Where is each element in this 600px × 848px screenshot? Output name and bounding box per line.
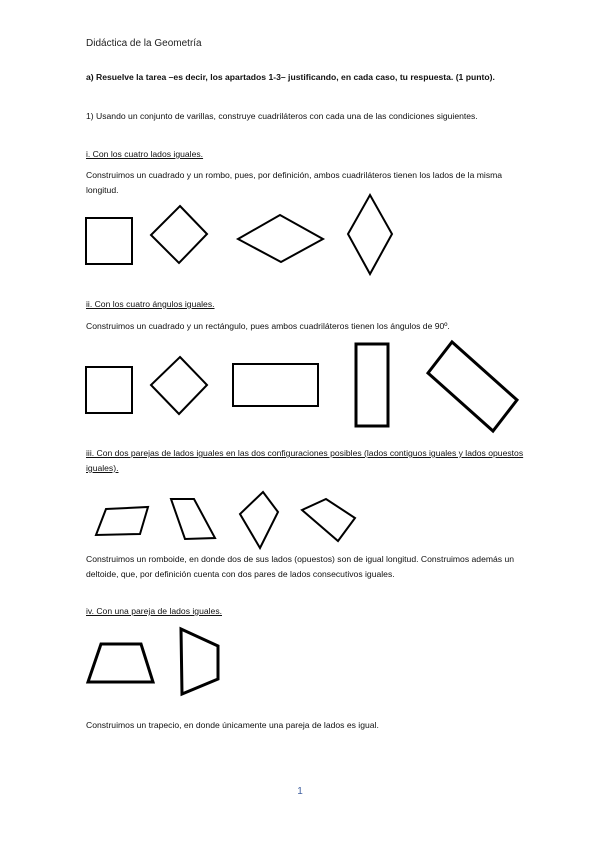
parallelogram-shape — [96, 507, 148, 535]
rhombus-shape — [151, 206, 207, 263]
square-shape — [86, 367, 132, 413]
rectangle-shape — [233, 364, 318, 406]
slanted-parallelogram-shape — [171, 499, 215, 539]
section-2-title: ii. Con los cuatro ángulos iguales. — [86, 299, 215, 309]
intro-text: 1) Usando un conjunto de varillas, construye cuadriláteros con cada una de las condiciones siguientes. — [86, 111, 478, 121]
section-1-text: Construimos un cuadrado y un rombo, pues, por definición, ambos cuadriláteros tienen los lados de la misma longitud. — [86, 170, 503, 195]
section-3-title: iii. Con dos parejas de lados iguales en las dos configuraciones posibles (lados contiguos iguales y lados opuestos iguales). — [86, 448, 524, 473]
trapezoid-shape — [88, 644, 153, 682]
task-heading: a) Resuelve la tarea –es decir, los apartados 1-3– justificando, en cada caso, tu respuesta. (1 punto). — [86, 72, 495, 82]
figures-one-pair — [80, 624, 240, 699]
figures-equal-angles — [80, 336, 525, 436]
rotated-square-shape — [151, 357, 207, 414]
section-3-text: Construimos un romboide, en donde dos de sus lados (opuestos) son de igual longitud. Construimos además un deltoide, que, por definición cuenta con dos pares de lados consecutivos iguales. — [86, 554, 515, 579]
figures-two-pairs — [80, 484, 380, 554]
rhombus-wide-shape — [238, 215, 323, 262]
side-trapezoid-shape — [181, 629, 218, 694]
page-number: 1 — [297, 786, 303, 797]
kite-shape — [240, 492, 278, 548]
kite-tilted-shape — [302, 499, 355, 541]
square-shape — [86, 218, 132, 264]
section-1-title: i. Con los cuatro lados iguales. — [86, 149, 204, 159]
rhombus-tall-shape — [348, 195, 392, 274]
section-4-title: iv. Con una pareja de lados iguales. — [86, 606, 222, 616]
figures-equal-sides — [80, 192, 400, 282]
tilted-rectangle-shape — [428, 342, 517, 431]
document-header: Didáctica de la Geometría — [86, 38, 202, 49]
section-2-text: Construimos un cuadrado y un rectángulo, pues ambos cuadriláteros tienen los ángulos de 90º. — [86, 321, 450, 331]
section-4-text: Construimos un trapecio, en donde únicamente una pareja de lados es igual. — [86, 720, 379, 730]
tall-rectangle-shape — [356, 344, 388, 426]
